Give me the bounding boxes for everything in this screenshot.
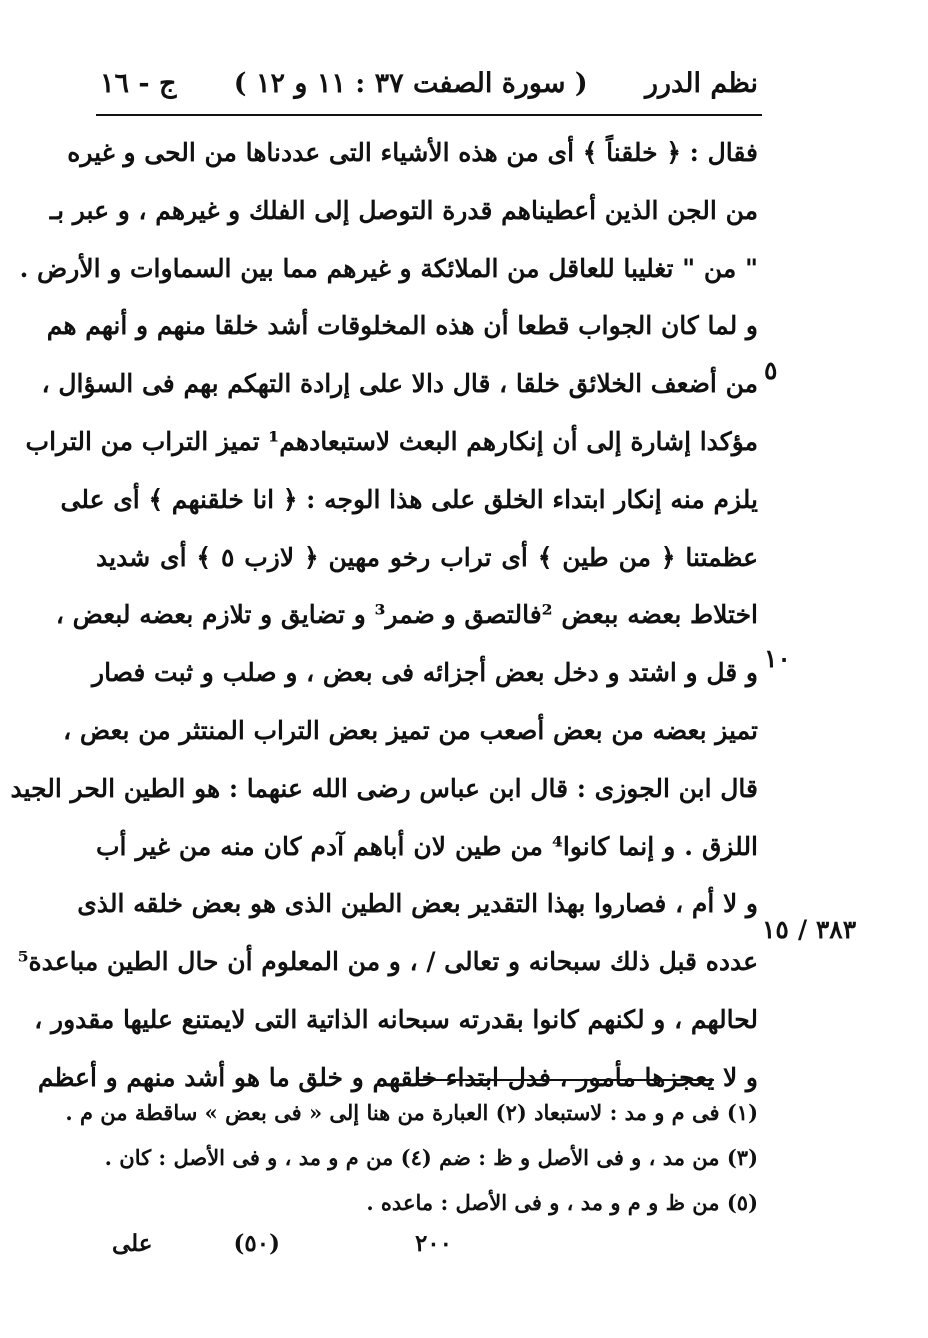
signature-mark: (٥٠) [233, 1230, 280, 1257]
text-line: قال ابن الجوزى : قال ابن عباس رضى الله عنهما : هو الطين الحر الجيد [10, 773, 758, 803]
line-number-5: ٥ [764, 356, 778, 385]
line-number-10: ١٠ [764, 644, 791, 673]
catchword: على [112, 1230, 153, 1257]
text-line: فقال : ﴿ خلقناً ﴾ أى من هذه الأشياء التى عددناها من الحى و غيره [67, 138, 758, 167]
text-line: و لا أم ، فصاروا بهذا التقدير بعض الطين الذى هو بعض خلقه الذى [77, 889, 758, 919]
footnote-separator [418, 1079, 714, 1081]
footnote-line: (٥) من ظ و م و مد ، و فى الأصل : ماعده . [366, 1190, 758, 1215]
footnote-line: (٣) من مد ، و فى الأصل و ظ : ضم (٤) من م و مد ، و فى الأصل : كان . [104, 1145, 758, 1170]
footnote-line: (١) فى م و مد : لاستبعاد (٢) العبارة من هنا إلى « فى بعض » ساقطة من م . [65, 1100, 758, 1125]
line-number-15: ١٥ [762, 915, 789, 944]
text-line: تميز بعضه من بعض أصعب من تميز بعض التراب المنتثر من بعض ، [63, 715, 758, 745]
manuscript-folio-reference: ٣٨٣ / [798, 915, 857, 944]
text-line: عدده قبل ذلك سبحانه و تعالى / ، و من المعلوم أن حال الطين مباعدة⁵ [17, 947, 758, 977]
text-line: من الجن الذين أعطيناهم قدرة التوصل إلى الفلك و غيرهم ، و عبر بـ [49, 195, 758, 225]
text-line: " من " تغليبا للعاقل من الملائكة و غيرهم مما بين السماوات و الأرض . [19, 253, 758, 283]
text-line: يلزم منه إنكار ابتداء الخلق على هذا الوجه : ﴿ انا خلقنهم ﴾ أى على [60, 484, 758, 514]
text-line: عظمتنا ﴿ من طين ﴾ أى تراب رخو مهين ﴿ لازب ٥ ﴾ أى شديد [96, 542, 758, 572]
text-line: و لما كان الجواب قطعا أن هذه المخلوقات أشد خلقا منهم و أنهم هم [46, 311, 758, 341]
header-rule [96, 114, 762, 116]
text-line: اللزق . و إنما كانوا⁴ من طين لان أباهم آدم كان منه من غير أب [96, 831, 759, 861]
book-title: نظم الدرر [644, 67, 758, 99]
running-header [100, 58, 758, 108]
footnotes [65, 1090, 758, 1225]
text-line: لحالهم ، و لكنهم كانوا بقدرته سبحانه الذاتية التى لايمتنع عليها مقدور ، [34, 1004, 758, 1034]
main-text [10, 124, 759, 1107]
text-line: اختلاط بعضه ببعض ²فالتصق و ضمر³ و تضايق و تلازم بعضه لبعض ، [55, 600, 758, 630]
text-line: من أضعف الخلائق خلقا ، قال دالا على إرادة التهكم بهم فى السؤال ، [41, 369, 758, 399]
text-line: مؤكدا إشارة إلى أن إنكارهم البعث لاستبعادهم¹ تميز التراب من التراب [25, 426, 758, 456]
volume-number: ج - ١٦ [100, 67, 177, 99]
surah-reference: ( سورة الصفت ٣٧ : ١١ و ١٢ ) [233, 67, 588, 99]
page-number: ٢٠٠ [414, 1230, 452, 1257]
text-line: و لا يعجزها مأمور ، فدل ابتداء خلقهم و خلق ما هو أشد منهم و أعظم [37, 1062, 758, 1092]
text-line: و قل و اشتد و دخل بعض أجزائه فى بعض ، و صلب و ثبت فصار [92, 658, 758, 688]
page-footer [96, 1230, 758, 1270]
